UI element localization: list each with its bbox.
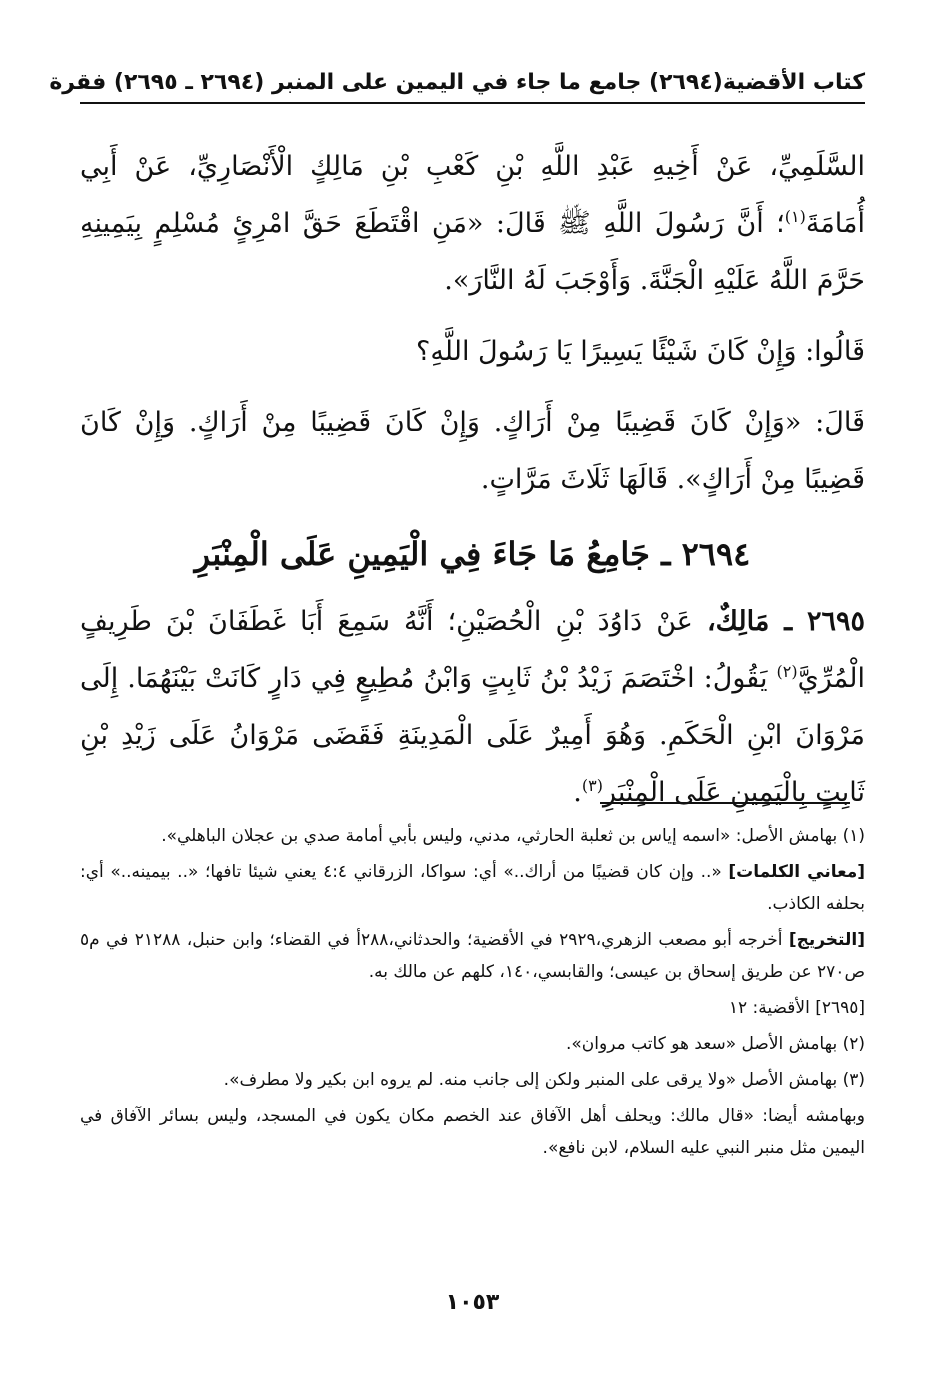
header-chapter-title: (٢٦٩٤) جامع ما جاء في اليمين على المنبر (٢٦٩٤ ـ ٢٦٩٥) فقرة (49, 69, 723, 95)
page-number: ١٠٥٣ (445, 1290, 500, 1315)
section-title: ٢٦٩٤ ـ جَامِعُ مَا جَاءَ فِي الْيَمِينِ عَلَى الْمِنْبَرِ (194, 535, 751, 573)
main-text (80, 138, 865, 835)
paragraph-hadith-2695 (80, 593, 865, 821)
text-span: السَّلَمِيِّ، عَنْ أَخِيهِ عَبْدِ اللَّهِ بْنِ كَعْبِ بْنِ مَالِكٍ الْأَنْصَارِيِّ، عَنْ أَبِي أُمَامَةَ (80, 151, 865, 239)
text-span: ؛ أَنَّ رَسُولَ اللَّهِ ﷺ قَالَ: «مَنِ اقْتَطَعَ حَقَّ امْرِئٍ مُسْلِمٍ بِيَمِينِهِ حَرَّمَ اللَّهُ عَلَيْهِ الْجَنَّةَ. وَأَوْجَبَ لَهُ النَّارَ». (80, 208, 865, 296)
footnote-meanings (80, 856, 865, 920)
footnote-3: (٣) بهامش الأصل «ولا يرقى على المنبر ولكن إلى جانب منه. لم يروه ابن بكير ولا مطرف». (223, 1070, 865, 1090)
meanings-text: «.. وإن كان قضيبًا من أراك..» أي: سواكا، الزرقاني ٤:٤ يعني شيئا تافها؛ «.. بيمينه..» أي: بحلفه الكاذب. (80, 862, 865, 914)
paragraph-hadith-text (80, 138, 865, 309)
footnote-3-continued: وبهامشه أيضا: «قال مالك: ويحلف أهل الآفاق عند الخصم مكان يكون في المسجد، وليس بسائر الآفاق في اليمين مثل منبر النبي عليه السلام، لابن نافع». (80, 1106, 865, 1158)
hadith-number: ٢٦٩٥ ـ مَالِكٌ، (706, 606, 865, 637)
footnote-ref-2695: [٢٦٩٥] الأقضية: ١٢ (728, 998, 865, 1018)
running-header (49, 62, 865, 104)
text-span: يَقُولُ: اخْتَصَمَ زَيْدُ بْنُ ثَابِتٍ وَابْنُ مُطِيعٍ فِي دَارٍ كَانَتْ بَيْنَهُمَا. إِلَى مَرْوَانَ ابْنِ الْحَكَمِ. وَهُوَ أَمِيرٌ عَلَى الْمَدِينَةِ فَقَضَى مَرْوَانُ عَلَى زَيْدِ بْنِ ثَابِتٍ بِالْيَمِينِ عَلَى الْمِنْبَرِ (80, 663, 865, 808)
text-span: عَنْ دَاوُدَ بْنِ الْحُصَيْنِ؛ أَنَّهُ سَمِعَ أَبَا غَطَفَانَ بْنَ طَرِيفٍ الْمُرِّيَّ (80, 606, 865, 694)
footnotes (80, 820, 865, 1168)
footnote-1: (١) بهامش الأصل: «اسمه إياس بن ثعلبة الحارثي، مدني، وليس بأبي أمامة صدي بن عجلان الباهلي». (161, 826, 865, 846)
takhrij-label: [التخريج] (788, 930, 865, 950)
footnote-ref-3: (٣) (581, 776, 603, 795)
footnote-2: (٢) بهامش الأصل «سعد هو كاتب مروان». (565, 1034, 865, 1054)
paragraph-answer: قَالَ: «وَإِنْ كَانَ قَضِيبًا مِنْ أَرَاكٍ. وَإِنْ كَانَ قَضِيبًا مِنْ أَرَاكٍ. وَإِنْ كَانَ قَضِيبًا مِنْ أَرَاكٍ». قَالَهَا ثَلَاثَ مَرَّاتٍ. (80, 407, 865, 495)
takhrij-text: أخرجه أبو مصعب الزهري،٢٩٢٩ في الأقضية؛ والحدثاني،٢٨٨أ في القضاء؛ وابن حنبل، ٢١٢٨٨ في م٥ ص٢٧٠ عن طريق إسحاق بن عيسى؛ والقابسي،١٤٠، كلهم عن مالك به. (80, 930, 865, 982)
footnote-takhrij (80, 924, 865, 988)
meanings-label: [معاني الكلمات] (728, 862, 865, 882)
text-span: . (573, 777, 582, 808)
paragraph-question: قَالُوا: وَإِنْ كَانَ شَيْئًا يَسِيرًا يَا رَسُولَ اللَّهِ؟ (416, 336, 865, 367)
footnote-divider (600, 802, 850, 804)
header-book-title: كتاب الأقضية (722, 69, 865, 95)
footnote-ref-2: (٢) (776, 662, 798, 681)
footnote-ref-1: (١) (784, 207, 806, 226)
